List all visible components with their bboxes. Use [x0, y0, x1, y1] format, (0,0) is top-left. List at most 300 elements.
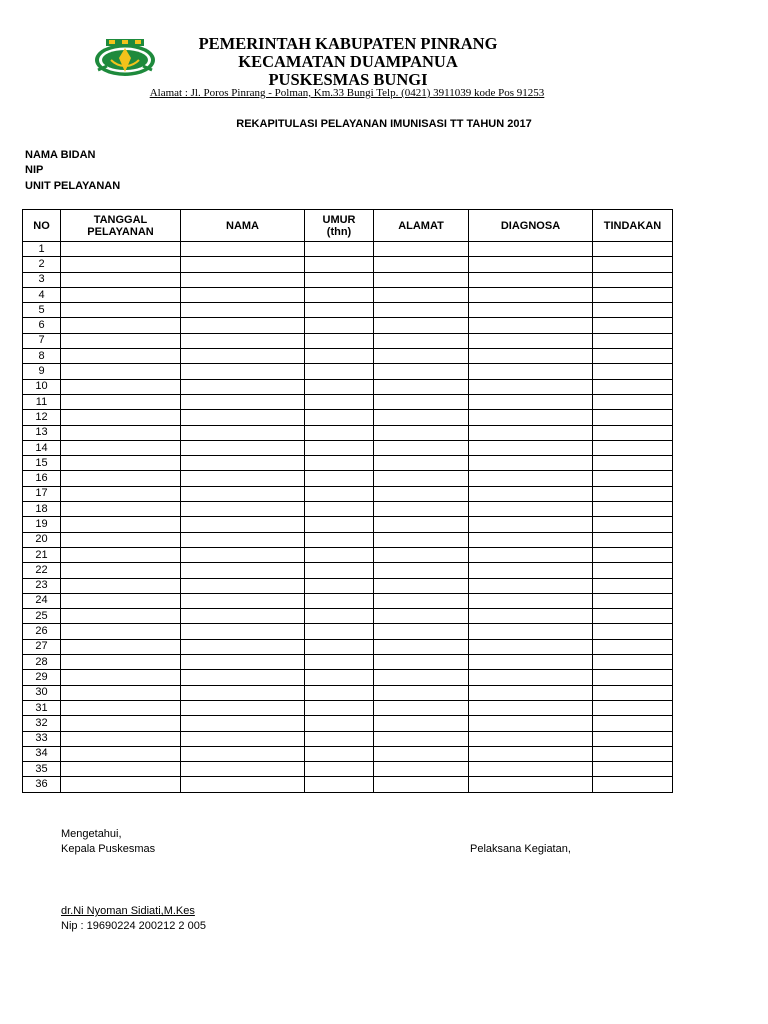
alamat-cell	[374, 471, 469, 486]
table-row	[23, 471, 673, 486]
row-number: 20	[23, 532, 61, 547]
diagnosa-cell	[469, 716, 593, 731]
tindakan-cell	[593, 502, 673, 517]
tindakan-cell	[593, 349, 673, 364]
row-number: 23	[23, 578, 61, 593]
nama-cell	[181, 486, 305, 501]
row-number: 22	[23, 563, 61, 578]
row-number: 17	[23, 486, 61, 501]
row-number: 1	[23, 242, 61, 257]
immunization-table	[22, 209, 673, 793]
document-title: REKAPITULASI PELAYANAN IMUNISASI TT TAHUN 2017	[236, 118, 532, 130]
nama-cell	[181, 303, 305, 318]
nama-cell	[181, 379, 305, 394]
umur-cell	[305, 655, 374, 670]
row-number: 18	[23, 502, 61, 517]
tindakan-cell	[593, 379, 673, 394]
tindakan-cell	[593, 318, 673, 333]
alamat-cell	[374, 578, 469, 593]
tanggal-cell	[61, 440, 181, 455]
diagnosa-cell	[469, 410, 593, 425]
tanggal-cell	[61, 777, 181, 792]
umur-cell	[305, 303, 374, 318]
diagnosa-cell	[469, 364, 593, 379]
diagnosa-cell	[469, 471, 593, 486]
tindakan-cell	[593, 762, 673, 777]
alamat-cell	[374, 700, 469, 715]
tindakan-cell	[593, 440, 673, 455]
tanggal-cell	[61, 349, 181, 364]
row-number: 9	[23, 364, 61, 379]
tindakan-cell	[593, 486, 673, 501]
umur-cell	[305, 746, 374, 761]
row-number: 25	[23, 609, 61, 624]
table-row	[23, 287, 673, 302]
row-number: 28	[23, 655, 61, 670]
umur-cell	[305, 333, 374, 348]
alamat-cell	[374, 502, 469, 517]
row-number: 26	[23, 624, 61, 639]
nama-cell	[181, 746, 305, 761]
diagnosa-cell	[469, 486, 593, 501]
nama-cell	[181, 762, 305, 777]
sig-head-nip: Nip : 19690224 200212 2 005	[61, 920, 206, 932]
tanggal-cell	[61, 257, 181, 272]
nama-cell	[181, 287, 305, 302]
table-row	[23, 364, 673, 379]
row-number: 7	[23, 333, 61, 348]
diagnosa-cell	[469, 762, 593, 777]
umur-cell	[305, 593, 374, 608]
table-row	[23, 670, 673, 685]
tindakan-cell	[593, 563, 673, 578]
alamat-cell	[374, 609, 469, 624]
tanggal-cell	[61, 639, 181, 654]
pinrang-regency-logo	[93, 36, 157, 78]
tanggal-cell	[61, 655, 181, 670]
tanggal-cell	[61, 471, 181, 486]
diagnosa-cell	[469, 700, 593, 715]
table-row	[23, 502, 673, 517]
tanggal-cell	[61, 716, 181, 731]
alamat-cell	[374, 624, 469, 639]
alamat-cell	[374, 425, 469, 440]
alamat-cell	[374, 731, 469, 746]
umur-cell	[305, 578, 374, 593]
diagnosa-cell	[469, 502, 593, 517]
diagnosa-cell	[469, 609, 593, 624]
tanggal-cell	[61, 410, 181, 425]
tanggal-cell	[61, 318, 181, 333]
nama-cell	[181, 609, 305, 624]
nama-cell	[181, 532, 305, 547]
nama-cell	[181, 257, 305, 272]
tindakan-cell	[593, 746, 673, 761]
nama-cell	[181, 272, 305, 287]
tindakan-cell	[593, 777, 673, 792]
table-row	[23, 609, 673, 624]
table-row	[23, 517, 673, 532]
tanggal-cell	[61, 670, 181, 685]
nama-cell	[181, 318, 305, 333]
nama-cell	[181, 547, 305, 562]
tanggal-cell	[61, 700, 181, 715]
tindakan-cell	[593, 364, 673, 379]
tanggal-cell	[61, 609, 181, 624]
alamat-cell	[374, 746, 469, 761]
alamat-cell	[374, 593, 469, 608]
alamat-cell	[374, 349, 469, 364]
umur-cell	[305, 777, 374, 792]
nama-cell	[181, 685, 305, 700]
table-row	[23, 425, 673, 440]
tanggal-cell	[61, 242, 181, 257]
alamat-cell	[374, 532, 469, 547]
tindakan-cell	[593, 655, 673, 670]
umur-cell	[305, 379, 374, 394]
umur-cell	[305, 716, 374, 731]
umur-cell	[305, 394, 374, 409]
tanggal-cell	[61, 624, 181, 639]
nama-cell	[181, 624, 305, 639]
tindakan-cell	[593, 410, 673, 425]
alamat-cell	[374, 303, 469, 318]
row-number: 27	[23, 639, 61, 654]
row-number: 8	[23, 349, 61, 364]
diagnosa-cell	[469, 394, 593, 409]
row-number: 16	[23, 471, 61, 486]
col-header-nama: NAMA	[181, 210, 305, 242]
nama-cell	[181, 242, 305, 257]
tindakan-cell	[593, 716, 673, 731]
table-row	[23, 456, 673, 471]
umur-cell	[305, 609, 374, 624]
diagnosa-cell	[469, 287, 593, 302]
tindakan-cell	[593, 471, 673, 486]
header-puskesmas: PUSKESMAS BUNGI	[268, 70, 428, 89]
tindakan-cell	[593, 639, 673, 654]
tindakan-cell	[593, 456, 673, 471]
row-number: 30	[23, 685, 61, 700]
sig-kepala-puskesmas: Kepala Puskesmas	[61, 843, 156, 855]
umur-cell	[305, 731, 374, 746]
nama-cell	[181, 410, 305, 425]
umur-cell	[305, 456, 374, 471]
row-number: 34	[23, 746, 61, 761]
diagnosa-cell	[469, 547, 593, 562]
diagnosa-cell	[469, 639, 593, 654]
diagnosa-cell	[469, 440, 593, 455]
umur-cell	[305, 563, 374, 578]
umur-cell	[305, 547, 374, 562]
col-header-tanggal-pelayanan: TANGGAL PELAYANAN	[61, 210, 181, 242]
alamat-cell	[374, 379, 469, 394]
tanggal-cell	[61, 486, 181, 501]
tindakan-cell	[593, 593, 673, 608]
tindakan-cell	[593, 731, 673, 746]
tanggal-cell	[61, 303, 181, 318]
umur-cell	[305, 349, 374, 364]
umur-cell	[305, 318, 374, 333]
alamat-cell	[374, 777, 469, 792]
diagnosa-cell	[469, 563, 593, 578]
umur-cell	[305, 700, 374, 715]
nama-cell	[181, 364, 305, 379]
tindakan-cell	[593, 685, 673, 700]
alamat-cell	[374, 762, 469, 777]
nama-cell	[181, 502, 305, 517]
nama-cell	[181, 333, 305, 348]
table-row	[23, 349, 673, 364]
row-number: 35	[23, 762, 61, 777]
tanggal-cell	[61, 547, 181, 562]
umur-cell	[305, 242, 374, 257]
table-row	[23, 655, 673, 670]
row-number: 5	[23, 303, 61, 318]
sig-mengetahui: Mengetahui,	[61, 828, 122, 840]
tanggal-cell	[61, 517, 181, 532]
tindakan-cell	[593, 287, 673, 302]
table-row	[23, 547, 673, 562]
alamat-cell	[374, 333, 469, 348]
tanggal-cell	[61, 532, 181, 547]
col-header-umur: UMUR (thn)	[305, 210, 374, 242]
nama-cell	[181, 440, 305, 455]
diagnosa-cell	[469, 257, 593, 272]
nama-cell	[181, 517, 305, 532]
row-number: 6	[23, 318, 61, 333]
tanggal-cell	[61, 762, 181, 777]
tindakan-cell	[593, 700, 673, 715]
nama-cell	[181, 700, 305, 715]
nama-cell	[181, 578, 305, 593]
tindakan-cell	[593, 333, 673, 348]
table-row	[23, 762, 673, 777]
nama-cell	[181, 394, 305, 409]
tindakan-cell	[593, 242, 673, 257]
alamat-cell	[374, 440, 469, 455]
tindakan-cell	[593, 547, 673, 562]
row-number: 11	[23, 394, 61, 409]
table-row	[23, 242, 673, 257]
nama-cell	[181, 425, 305, 440]
alamat-cell	[374, 257, 469, 272]
sig-pelaksana-kegiatan: Pelaksana Kegiatan,	[470, 843, 571, 855]
table-row	[23, 716, 673, 731]
table-row	[23, 532, 673, 547]
table-row	[23, 333, 673, 348]
col-header-alamat: ALAMAT	[374, 210, 469, 242]
alamat-cell	[374, 547, 469, 562]
umur-cell	[305, 257, 374, 272]
diagnosa-cell	[469, 593, 593, 608]
alamat-cell	[374, 242, 469, 257]
row-number: 33	[23, 731, 61, 746]
tindakan-cell	[593, 609, 673, 624]
tanggal-cell	[61, 685, 181, 700]
umur-cell	[305, 624, 374, 639]
umur-cell	[305, 287, 374, 302]
table-row	[23, 639, 673, 654]
row-number: 12	[23, 410, 61, 425]
tanggal-cell	[61, 379, 181, 394]
nama-cell	[181, 670, 305, 685]
tanggal-cell	[61, 272, 181, 287]
table-row	[23, 731, 673, 746]
diagnosa-cell	[469, 670, 593, 685]
umur-cell	[305, 670, 374, 685]
alamat-cell	[374, 670, 469, 685]
tanggal-cell	[61, 502, 181, 517]
umur-cell	[305, 517, 374, 532]
row-number: 29	[23, 670, 61, 685]
tanggal-cell	[61, 364, 181, 379]
table-row	[23, 303, 673, 318]
nama-cell	[181, 349, 305, 364]
diagnosa-cell	[469, 532, 593, 547]
nama-cell	[181, 639, 305, 654]
row-number: 15	[23, 456, 61, 471]
diagnosa-cell	[469, 425, 593, 440]
table-row	[23, 746, 673, 761]
col-header-diagnosa: DIAGNOSA	[469, 210, 593, 242]
umur-cell	[305, 685, 374, 700]
table-row	[23, 563, 673, 578]
row-number: 32	[23, 716, 61, 731]
alamat-cell	[374, 272, 469, 287]
table-row	[23, 777, 673, 792]
table-row	[23, 578, 673, 593]
table-row	[23, 318, 673, 333]
tindakan-cell	[593, 624, 673, 639]
table-row	[23, 394, 673, 409]
alamat-cell	[374, 639, 469, 654]
diagnosa-cell	[469, 456, 593, 471]
row-number: 36	[23, 777, 61, 792]
alamat-cell	[374, 563, 469, 578]
diagnosa-cell	[469, 379, 593, 394]
tindakan-cell	[593, 578, 673, 593]
umur-cell	[305, 364, 374, 379]
alamat-cell	[374, 716, 469, 731]
diagnosa-cell	[469, 272, 593, 287]
tindakan-cell	[593, 394, 673, 409]
diagnosa-cell	[469, 624, 593, 639]
tindakan-cell	[593, 670, 673, 685]
alamat-cell	[374, 685, 469, 700]
tanggal-cell	[61, 593, 181, 608]
nama-cell	[181, 777, 305, 792]
alamat-cell	[374, 287, 469, 302]
row-number: 21	[23, 547, 61, 562]
table-row	[23, 486, 673, 501]
field-nama-bidan: NAMA BIDAN	[25, 149, 96, 161]
table-row	[23, 272, 673, 287]
alamat-cell	[374, 410, 469, 425]
diagnosa-cell	[469, 318, 593, 333]
umur-cell	[305, 410, 374, 425]
tindakan-cell	[593, 425, 673, 440]
umur-cell	[305, 471, 374, 486]
diagnosa-cell	[469, 333, 593, 348]
table-row	[23, 593, 673, 608]
tindakan-cell	[593, 517, 673, 532]
tanggal-cell	[61, 456, 181, 471]
nama-cell	[181, 471, 305, 486]
tanggal-cell	[61, 578, 181, 593]
table-body	[23, 242, 673, 793]
umur-cell	[305, 440, 374, 455]
nama-cell	[181, 593, 305, 608]
nama-cell	[181, 456, 305, 471]
alamat-cell	[374, 364, 469, 379]
diagnosa-cell	[469, 731, 593, 746]
tindakan-cell	[593, 303, 673, 318]
field-nip: NIP	[25, 164, 44, 176]
diagnosa-cell	[469, 303, 593, 318]
tanggal-cell	[61, 563, 181, 578]
row-number: 13	[23, 425, 61, 440]
umur-cell	[305, 425, 374, 440]
tindakan-cell	[593, 272, 673, 287]
table-row	[23, 379, 673, 394]
tanggal-cell	[61, 731, 181, 746]
row-number: 4	[23, 287, 61, 302]
alamat-cell	[374, 394, 469, 409]
tanggal-cell	[61, 746, 181, 761]
row-number: 24	[23, 593, 61, 608]
umur-cell	[305, 272, 374, 287]
row-number: 10	[23, 379, 61, 394]
nama-cell	[181, 563, 305, 578]
field-unit-pelayanan: UNIT PELAYANAN	[25, 180, 121, 192]
tanggal-cell	[61, 333, 181, 348]
diagnosa-cell	[469, 655, 593, 670]
diagnosa-cell	[469, 746, 593, 761]
col-header-tindakan: TINDAKAN	[593, 210, 673, 242]
nama-cell	[181, 655, 305, 670]
row-number: 2	[23, 257, 61, 272]
nama-cell	[181, 731, 305, 746]
alamat-cell	[374, 655, 469, 670]
table-row	[23, 624, 673, 639]
diagnosa-cell	[469, 578, 593, 593]
row-number: 3	[23, 272, 61, 287]
table-header-row	[23, 210, 673, 242]
row-number: 14	[23, 440, 61, 455]
diagnosa-cell	[469, 517, 593, 532]
header-government: PEMERINTAH KABUPATEN PINRANG	[198, 34, 498, 53]
alamat-cell	[374, 486, 469, 501]
table-row	[23, 257, 673, 272]
table-row	[23, 440, 673, 455]
alamat-cell	[374, 456, 469, 471]
sig-head-name: dr.Ni Nyoman Sidiati,M.Kes	[61, 905, 195, 917]
umur-cell	[305, 502, 374, 517]
umur-cell	[305, 639, 374, 654]
table-row	[23, 410, 673, 425]
nama-cell	[181, 716, 305, 731]
table-row	[23, 700, 673, 715]
diagnosa-cell	[469, 349, 593, 364]
tanggal-cell	[61, 394, 181, 409]
diagnosa-cell	[469, 777, 593, 792]
col-header-no: NO	[23, 210, 61, 242]
table-row	[23, 685, 673, 700]
diagnosa-cell	[469, 242, 593, 257]
header-district: KECAMATAN DUAMPANUA	[238, 52, 458, 71]
umur-cell	[305, 532, 374, 547]
